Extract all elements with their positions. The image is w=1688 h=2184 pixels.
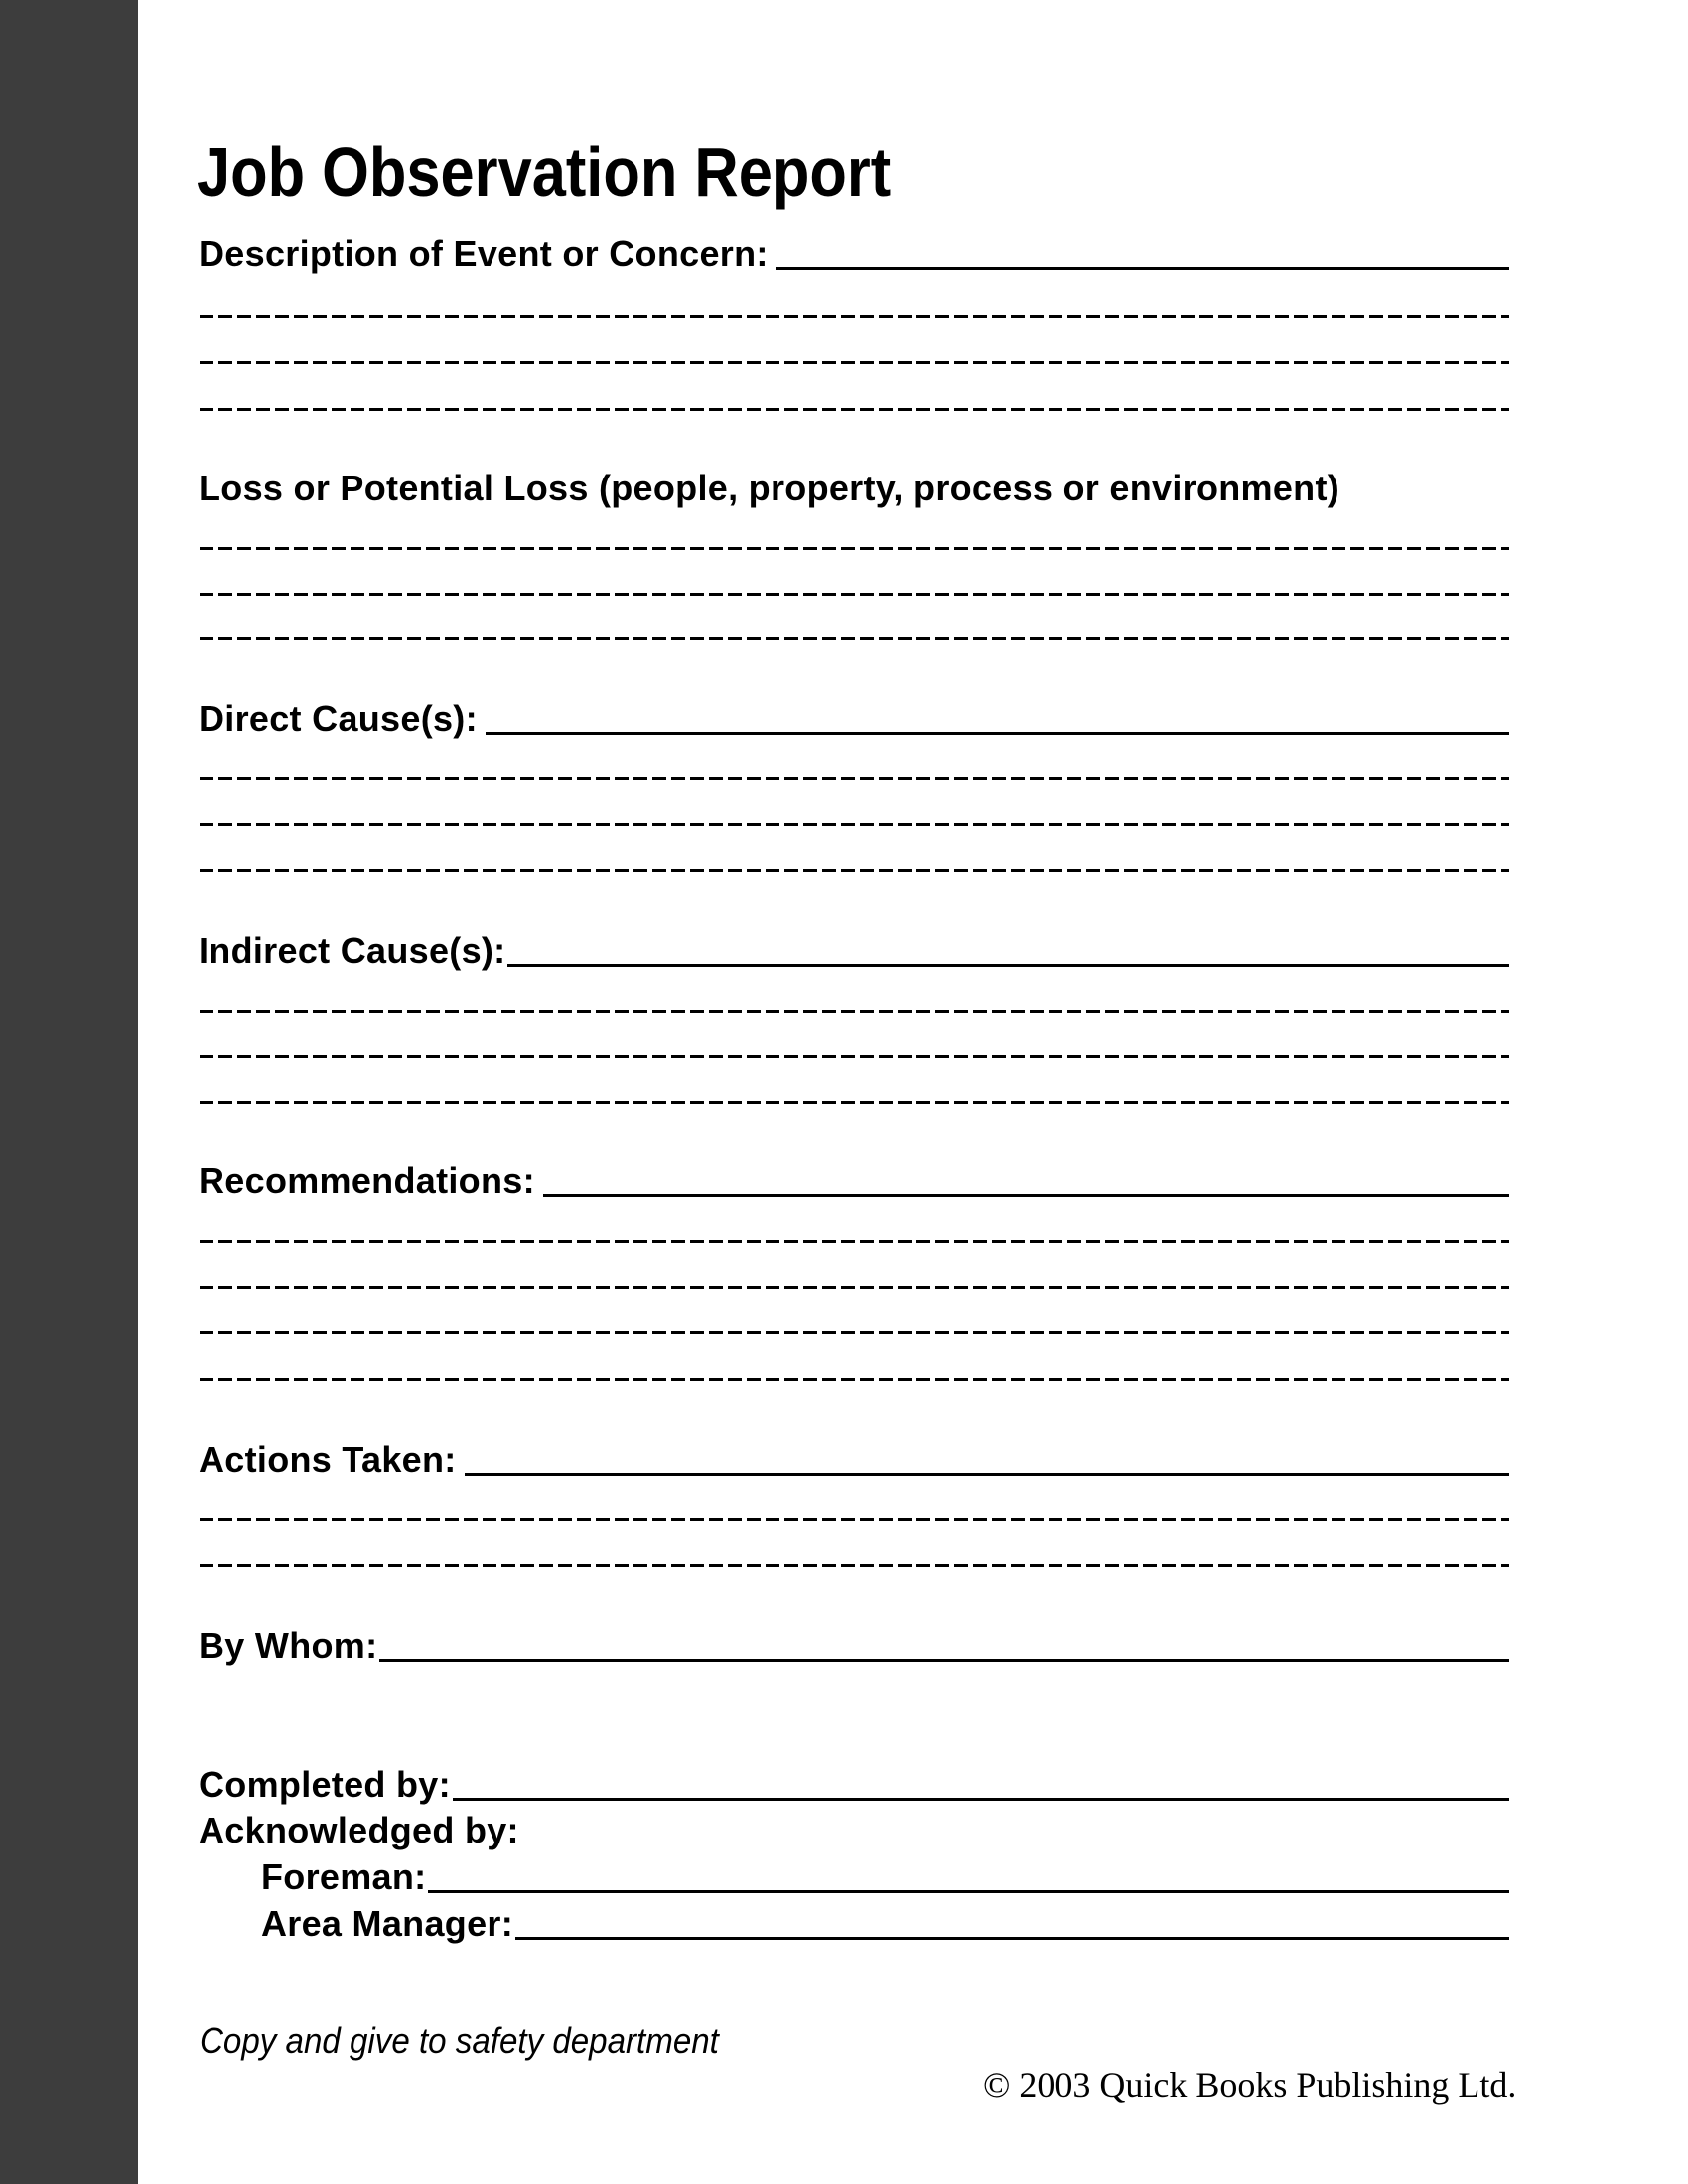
direct-cause-field[interactable] [199,695,1509,739]
foreman-blank-line[interactable] [428,1890,1509,1893]
actions-taken-label: Actions Taken: [199,1439,457,1480]
indirect-cause-line-2[interactable] [200,1055,1509,1058]
indirect-cause-line-3[interactable] [200,1101,1509,1104]
loss-label: Loss or Potential Loss (people, property, process or environment) [199,468,1340,508]
recommendations-line-1[interactable] [200,1240,1509,1243]
indirect-cause-label: Indirect Cause(s): [199,930,506,971]
actions-taken-field[interactable] [199,1436,1509,1480]
completed-by-blank-line[interactable] [453,1798,1509,1801]
recommendations-line-3[interactable] [200,1331,1509,1334]
actions-taken-line-1[interactable] [200,1518,1509,1521]
by-whom-field[interactable] [199,1622,1509,1666]
description-blank-line[interactable] [776,267,1509,270]
copyright-notice: © 2003 Quick Books Publishing Ltd. [983,2065,1517,2105]
area-manager-field[interactable] [261,1900,1509,1944]
recommendations-label: Recommendations: [199,1160,535,1201]
recommendations-blank-line[interactable] [543,1194,1509,1197]
description-line-2[interactable] [200,361,1509,364]
loss-field [199,465,1509,508]
recommendations-field[interactable] [199,1158,1509,1201]
indirect-cause-blank-line[interactable] [507,964,1509,967]
recommendations-line-4[interactable] [200,1378,1509,1381]
instruction-note: Copy and give to safety department [200,2020,719,2061]
page-side-bar [0,0,138,2184]
recommendations-line-2[interactable] [200,1286,1509,1289]
completed-by-field[interactable] [199,1761,1509,1805]
direct-cause-line-2[interactable] [200,823,1509,826]
actions-taken-blank-line[interactable] [465,1473,1509,1476]
description-line-1[interactable] [200,315,1509,318]
direct-cause-label: Direct Cause(s): [199,698,478,739]
foreman-field[interactable] [261,1853,1509,1897]
loss-line-3[interactable] [200,637,1509,640]
description-line-3[interactable] [200,408,1509,411]
loss-line-2[interactable] [200,593,1509,596]
completed-by-label: Completed by: [199,1764,451,1805]
actions-taken-line-2[interactable] [200,1564,1509,1567]
by-whom-blank-line[interactable] [379,1659,1509,1662]
description-label: Description of Event or Concern: [199,233,769,274]
direct-cause-line-1[interactable] [200,777,1509,780]
page-title: Job Observation Report [197,132,892,210]
acknowledged-by-row [199,1807,1509,1850]
direct-cause-line-3[interactable] [200,869,1509,872]
description-field[interactable] [199,230,1509,274]
by-whom-label: By Whom: [199,1625,378,1666]
foreman-label: Foreman: [261,1856,427,1897]
area-manager-blank-line[interactable] [515,1937,1509,1940]
indirect-cause-field[interactable] [199,927,1509,971]
indirect-cause-line-1[interactable] [200,1010,1509,1013]
direct-cause-blank-line[interactable] [486,732,1509,735]
area-manager-label: Area Manager: [261,1903,513,1944]
acknowledged-by-label: Acknowledged by: [199,1810,519,1850]
loss-line-1[interactable] [200,547,1509,550]
